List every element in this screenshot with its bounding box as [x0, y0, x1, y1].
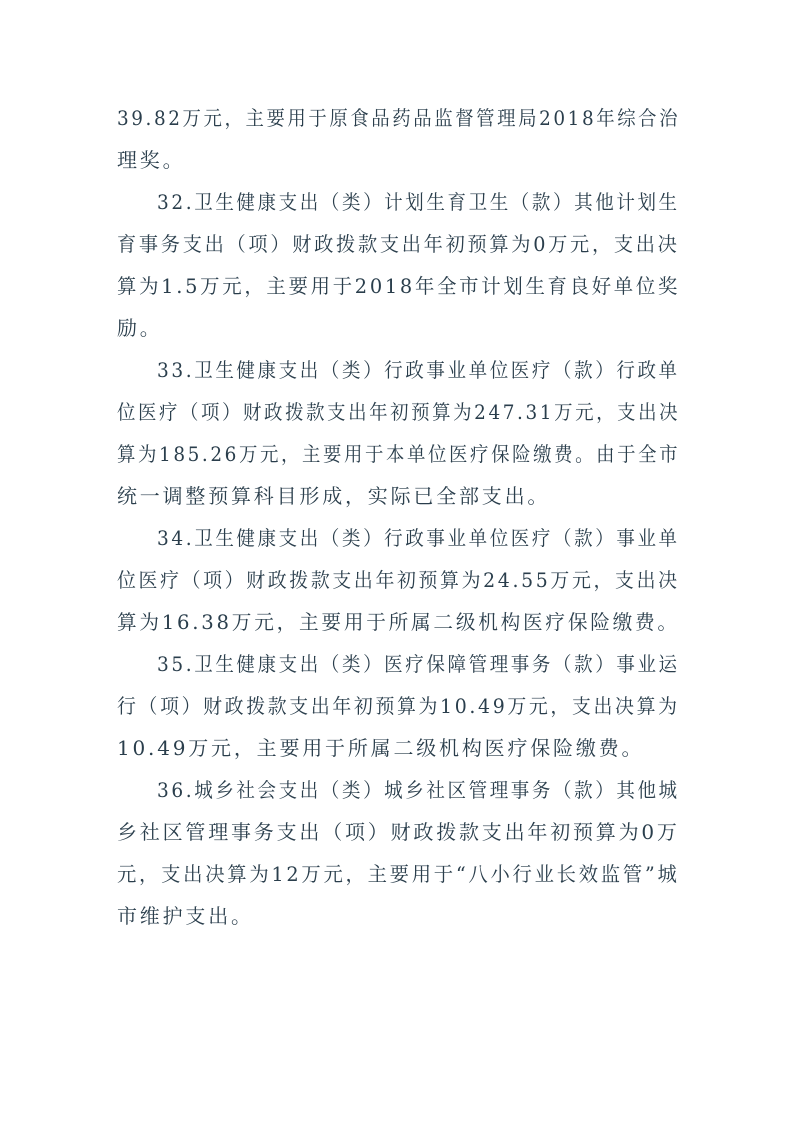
paragraph-2-line-2: 育事务支出（项）财政拨款支出年初预算为0万元，支出决	[117, 232, 680, 256]
paragraph-2-line-1: 32.卫生健康支出（类）计划生育卫生（款）其他计划生	[157, 190, 680, 214]
paragraph-4-line-1: 34.卫生健康支出（类）行政事业单位医疗（款）事业单	[157, 526, 680, 550]
paragraph-2-line-3: 算为1.5万元，主要用于2018年全市计划生育良好单位奖	[117, 274, 681, 298]
paragraph-6-line-4: 市维护支出。	[117, 904, 254, 928]
paragraph-6-line-2: 乡社区管理事务支出（项）财政拨款支出年初预算为0万	[117, 820, 680, 844]
paragraph-3-line-1: 33.卫生健康支出（类）行政事业单位医疗（款）行政单	[157, 358, 680, 382]
paragraph-4-line-3: 算为16.38万元，主要用于所属二级机构医疗保险缴费。	[117, 610, 680, 634]
paragraph-2-line-4: 励。	[117, 316, 163, 340]
paragraph-5-line-3: 10.49万元，主要用于所属二级机构医疗保险缴费。	[117, 736, 645, 760]
paragraph-1-line-2: 理奖。	[117, 148, 186, 172]
paragraph-6-line-3: 元，支出决算为12万元，主要用于“八小行业长效监管”城	[117, 862, 680, 886]
paragraph-3-line-2: 位医疗（项）财政拨款支出年初预算为247.31万元，支出决	[117, 400, 681, 424]
paragraph-3-line-3: 算为185.26万元，主要用于本单位医疗保险缴费。由于全市	[117, 442, 681, 466]
paragraph-5-line-2: 行（项）财政拨款支出年初预算为10.49万元，支出决算为	[117, 694, 680, 718]
paragraph-1-line-1: 39.82万元，主要用于原食品药品监督管理局2018年综合治	[117, 106, 681, 130]
paragraph-5-line-1: 35.卫生健康支出（类）医疗保障管理事务（款）事业运	[157, 652, 680, 676]
paragraph-4-line-2: 位医疗（项）财政拨款支出年初预算为24.55万元，支出决	[117, 568, 680, 592]
paragraph-3-line-4: 统一调整预算科目形成，实际已全部支出。	[117, 484, 551, 508]
paragraph-6-line-1: 36.城乡社会支出（类）城乡社区管理事务（款）其他城	[157, 778, 680, 802]
